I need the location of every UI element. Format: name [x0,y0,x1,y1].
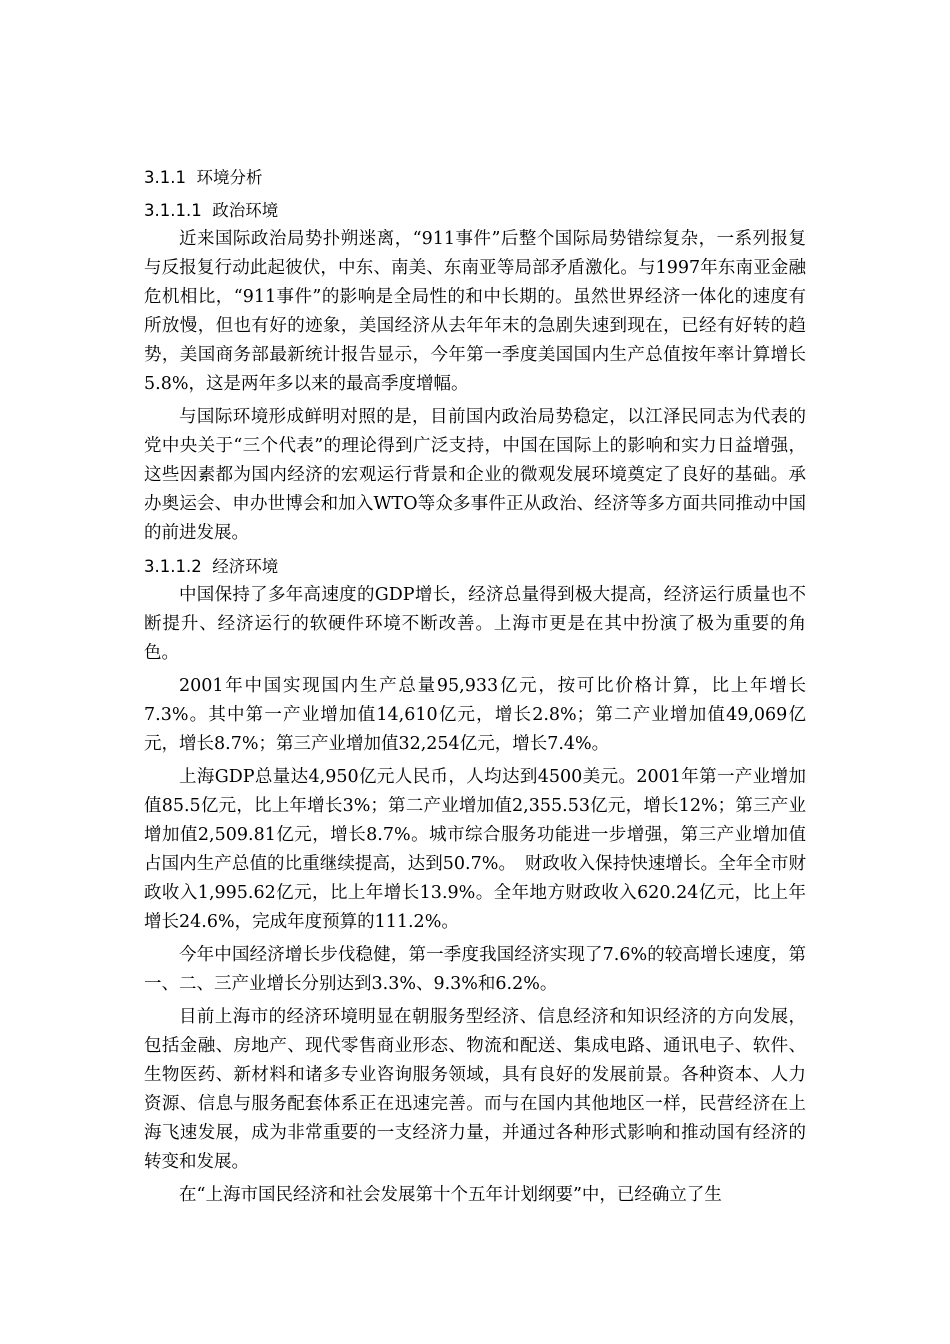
paragraph-political-2: 与国际环境形成鲜明对照的是，目前国内政治局势稳定，以江泽民同志为代表的党中央关于“三个代表”的理论得到广泛支持，中国在国际上的影响和实力日益增强，这些因素都为国内经济的宏观运行背景和企业的微观发展环境奠定了良好的基础。承办奥运会、申办世博会和加入WTO等众多事件正从政治、经济等多方面共同推动中国的前进发展。 [144,407,806,543]
paragraph-economic-1: 中国保持了多年高速度的GDP增长，经济总量得到极大提高，经济运行质量也不断提升、经济运行的软硬件环境不断改善。上海市更是在其中扮演了极为重要的角色。 [144,585,806,663]
paragraph-economic-2: 2001年中国实现国内生产总量95,933亿元，按可比价格计算，比上年增长7.3%。其中第一产业增加值14,610亿元，增长2.8%；第二产业增加值49,069亿元，增长8.7%；第三产业增加值32,254亿元，增长7.4%。 [144,676,806,754]
paragraph-economic-6: 在“上海市国民经济和社会发展第十个五年计划纲要”中，已经确立了生 [179,1185,722,1205]
paragraph-political-1: 近来国际政治局势扑朔迷离，“911事件”后整个国际局势错综复杂，一系列报复与反报复行动此起彼伏，中东、南美、东南亚等局部矛盾激化。与1997年东南亚金融危机相比，“911事件”的影响是全局性的和中长期的。虽然世界经济一体化的速度有所放慢，但也有好的迹象，美国经济从去年年末的急剧失速到现在，已经有好转的趋势，美国商务部最新统计报告显示，今年第一季度美国国内生产总值按年率计算增长5.8%，这是两年多以来的最高季度增幅。 [144,229,806,394]
subsection-heading-political: 3.1.1.1 政治环境 [144,201,279,220]
paragraph-economic-5: 目前上海市的经济环境明显在朝服务型经济、信息经济和知识经济的方向发展，包括金融、房地产、现代零售商业形态、物流和配送、集成电路、通讯电子、软件、生物医药、新材料和诸多专业咨询服务领域，具有良好的发展前景。各种资本、人力资源、信息与服务配套体系正在迅速完善。而与在国内其他地区一样，民营经济在上海飞速发展，成为非常重要的一支经济力量，并通过各种形式影响和推动国有经济的转变和发展。 [144,1007,806,1172]
section-heading-environment-analysis: 3.1.1 环境分析 [144,168,263,187]
subsection-heading-economic: 3.1.1.2 经济环境 [144,557,279,576]
paragraph-economic-4: 今年中国经济增长步伐稳健，第一季度我国经济实现了7.6%的较高增长速度，第一、二、三产业增长分别达到3.3%、9.3%和6.2%。 [144,945,806,994]
document-page [144,163,806,1214]
paragraph-economic-3: 上海GDP总量达4,950亿元人民币，人均达到4500美元。2001年第一产业增加值85.5亿元，比上年增长3%；第二产业增加值2,355.53亿元，增长12%；第三产业增加值2,509.81亿元，增长8.7%。城市综合服务功能进一步增强，第三产业增加值占国内生产总值的比重继续提高，达到50.7%。 财政收入保持快速增长。全年全市财政收入1,995.62亿元，比上年增长13.9%。全年地方财政收入620.24亿元，比上年增长24.6%，完成年度预算的111.2%。 [144,767,806,932]
